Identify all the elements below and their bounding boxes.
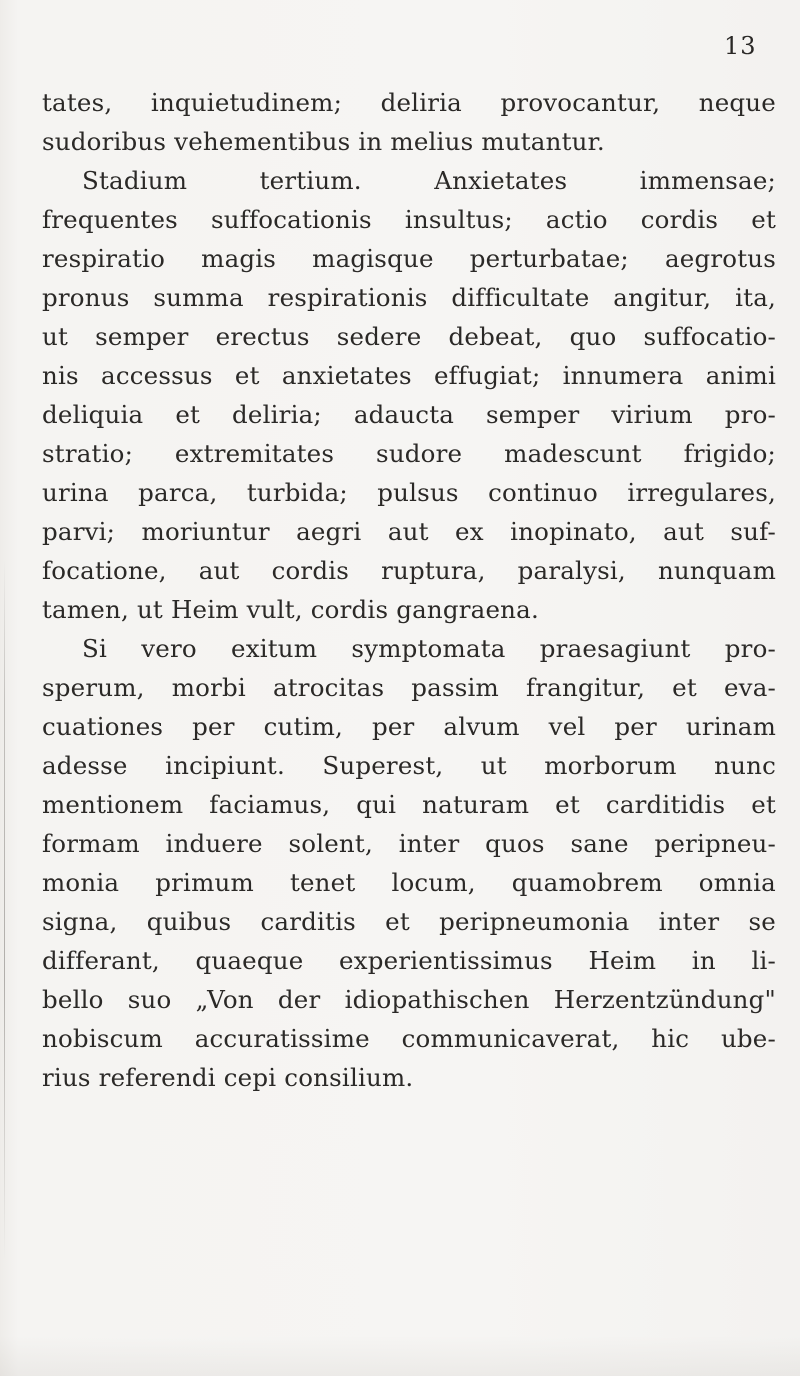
- text-line: parvi; moriuntur aegri aut ex inopinato, aut suf-: [42, 517, 776, 546]
- text-line: respiratio magis magisque perturbatae; aegrotus: [42, 244, 776, 273]
- text-line: mentionem faciamus, qui naturam et carditidis et: [42, 790, 776, 819]
- text-line: tamen, ut Heim vult, cordis gangraena.: [42, 595, 539, 624]
- text-line: Si vero exitum symptomata praesagiunt pro-: [82, 634, 776, 663]
- text-line: formam induere solent, inter quos sane peripneu-: [42, 829, 776, 858]
- text-line: sperum, morbi atrocitas passim frangitur, et eva-: [42, 673, 776, 702]
- text-line: urina parca, turbida; pulsus continuo irregulares,: [42, 478, 776, 507]
- page-bottom-shade: [0, 1336, 800, 1376]
- text-line: ut semper erectus sedere debeat, quo suffocatio-: [42, 322, 776, 351]
- text-line: adesse incipiunt. Superest, ut morborum nunc: [42, 751, 776, 780]
- text-line: monia primum tenet locum, quamobrem omnia: [42, 868, 776, 897]
- text-line: Stadium tertium. Anxietates immensae;: [82, 166, 776, 195]
- page-edge-shadow: [4, 560, 5, 1260]
- text-line: nis accessus et anxietates effugiat; innumera animi: [42, 361, 776, 390]
- text-line: focatione, aut cordis ruptura, paralysi, nunquam: [42, 556, 776, 585]
- text-line: frequentes suffocationis insultus; actio cordis et: [42, 205, 776, 234]
- page-number: 13: [724, 32, 757, 60]
- text-line: pronus summa respirationis difficultate angitur, ita,: [42, 283, 776, 312]
- text-line: stratio; extremitates sudore madescunt frigido;: [42, 439, 776, 468]
- text-line: rius referendi cepi consilium.: [42, 1063, 414, 1092]
- text-line: sudoribus vehementibus in melius mutantur.: [42, 127, 605, 156]
- text-line: nobiscum accuratissime communicaverat, hic ube-: [42, 1024, 776, 1053]
- text-line: differant, quaeque experientissimus Heim in li-: [42, 946, 776, 975]
- text-line: bello suo „Von der idiopathischen Herzentzündung": [42, 985, 776, 1014]
- text-line: tates, inquietudinem; deliria provocantur, neque: [42, 88, 776, 117]
- text-line: cuationes per cutim, per alvum vel per urinam: [42, 712, 776, 741]
- text-line: deliquia et deliria; adaucta semper virium pro-: [42, 400, 776, 429]
- text-line: signa, quibus carditis et peripneumonia inter se: [42, 907, 776, 936]
